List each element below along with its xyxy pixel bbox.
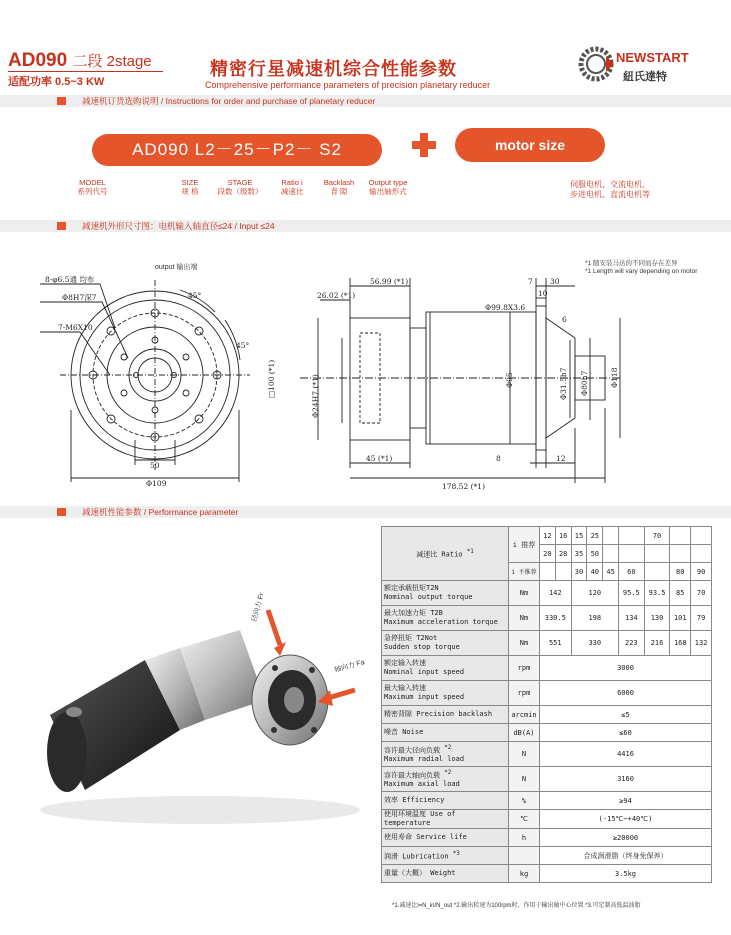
row-name-en: Nominal input speed [384, 668, 465, 676]
ratio-cell [618, 545, 644, 563]
row-value: 101 [670, 606, 691, 631]
radial-force-label: 径向力 Fr [251, 592, 266, 623]
row-value: ≥20000 [540, 829, 712, 847]
dim-d15: 8 [496, 454, 501, 463]
ratio-cell: 35 [571, 545, 587, 563]
row-value: 3.5kg [540, 865, 712, 883]
label-size-cn: 规 格 [181, 187, 199, 196]
dim-angle1: 45° [188, 291, 202, 300]
row-unit: Nm [509, 631, 540, 656]
ratio-cell [555, 563, 571, 581]
label-ratio-cn: 减速比 [280, 187, 304, 196]
label-model-cn: 系列代号 [77, 187, 108, 196]
row-value: (-15℃~+40℃) [540, 810, 712, 829]
ratio-header [382, 527, 509, 581]
ratio-cell: 70 [644, 527, 670, 545]
row-unit: rpm [509, 656, 540, 681]
table-row [382, 767, 712, 792]
ratio-cell: 50 [587, 545, 603, 563]
row-unit: dB(A) [509, 724, 540, 742]
section-marker-icon [57, 508, 66, 516]
row-unit: N [509, 742, 540, 767]
ratio-cell [540, 563, 556, 581]
dim-outer: Φ109 [146, 479, 167, 488]
row-name-cn: 润滑 Lubrication [384, 852, 449, 861]
drawing-note-en: *1 Length will vary depending on motor [585, 268, 698, 275]
i-std-label: i 推荐 [509, 527, 540, 563]
row-name [382, 847, 509, 865]
table-row [382, 829, 712, 847]
brand-stage: 二段 2stage [72, 53, 152, 70]
dim-d16: 12 [556, 454, 566, 463]
table-row [382, 581, 712, 606]
ratio-cell: 30 [571, 563, 587, 581]
ratio-cell [603, 545, 619, 563]
row-name-cn: 额定承载扭矩T2N [384, 584, 439, 592]
company-logo [578, 44, 698, 88]
row-value: 95.5 [618, 581, 644, 606]
label-stage-cn: 段数（级数） [217, 187, 263, 196]
label-stage-en: STAGE [227, 178, 253, 187]
row-value: 4416 [540, 742, 712, 767]
ratio-cell: 25 [587, 527, 603, 545]
dim-d5: 10 [538, 289, 548, 298]
label-ratio [272, 178, 312, 196]
ratio-cell [644, 545, 670, 563]
ratio-cell [691, 527, 712, 545]
table-row [382, 681, 712, 706]
row-unit [509, 847, 540, 865]
table-footnote: *1.减速比i=N_in/N_out *2.输出转速为100rpm时，作用于输出轴中心位置 *3.可定制高低温油脂 [392, 903, 641, 909]
order-code: AD090 L2－25－P2－ S2 [92, 134, 382, 166]
dim-tap: 7-M6X10 [58, 323, 93, 332]
ratio-cell: 28 [555, 545, 571, 563]
dim-d9: Φ24H7 (*1) [311, 374, 320, 418]
label-backlash-cn: 背 隙 [330, 187, 348, 196]
motor-types-line2: 步进电机、直流电机等 [570, 190, 650, 199]
row-name: 噪音 Noise [382, 724, 509, 742]
brand-title [8, 50, 152, 72]
dim-width: 50 [150, 461, 160, 470]
table-row [382, 656, 712, 681]
row-name-en: Maximum radial load [384, 755, 465, 764]
section-marker-icon [57, 97, 66, 105]
label-ratio-en: Ratio i [281, 178, 303, 187]
dim-d6: Φ99.8X3.6 [485, 303, 526, 312]
logo-name: NEWSTART [616, 50, 689, 65]
brand-underline [8, 71, 163, 72]
section-dimensions-title: 减速机外形尺寸图：电机输入轴直径≤24 / Input ≤24 [82, 221, 275, 231]
row-unit: kg [509, 865, 540, 883]
label-size-en: SIZE [181, 178, 199, 187]
section-performance-header [0, 506, 731, 518]
row-name-cn: 最大加速力矩 T2B [384, 609, 443, 617]
row-value: 3160 [540, 767, 712, 792]
power-range: 适配功率 0.5~3 KW [8, 76, 105, 88]
row-value: 551 [540, 631, 572, 656]
row-name-en: Maximum acceleration torque [384, 618, 498, 626]
performance-table [381, 526, 712, 883]
row-name: 精密背隙 Precision backlash [382, 706, 509, 724]
section-marker-icon [57, 222, 66, 230]
row-name [382, 656, 509, 681]
dim-holes: 8-φ6.5通 均布 [45, 275, 95, 284]
row-name-en: Sudden stop torque [384, 643, 460, 651]
side-view-drawing [267, 277, 660, 493]
row-unit: N [509, 767, 540, 792]
row-unit: arcmin [509, 706, 540, 724]
label-output-type-en: Output type [368, 178, 408, 187]
motor-types [555, 180, 665, 200]
label-stage [215, 178, 265, 196]
row-name-cn: 最大输入转速 [384, 684, 426, 692]
table-row [382, 792, 712, 810]
table-row [382, 631, 712, 656]
row-value: ≤5 [540, 706, 712, 724]
row-name [382, 581, 509, 606]
dim-d3: 7 [528, 277, 533, 286]
dim-d14: 45 (*1) [366, 454, 393, 463]
row-name-cn: 容许最大轴向负载 [384, 771, 440, 780]
ratio-cell [603, 527, 619, 545]
row-value: 79 [691, 606, 712, 631]
row-value: 168 [670, 631, 691, 656]
section-performance-title: 减速机性能参数 / Performance parameter [82, 507, 239, 517]
row-value: 85 [670, 581, 691, 606]
ratio-cell [691, 545, 712, 563]
axial-force-label: 轴向力 Fa [333, 659, 366, 674]
table-row [382, 865, 712, 883]
row-value: 70 [691, 581, 712, 606]
row-name: 使用寿命 Service life [382, 829, 509, 847]
row-value: 93.5 [644, 581, 670, 606]
row-name: 效率 Efficiency [382, 792, 509, 810]
row-value: 合成润滑脂（终身免保养） [540, 847, 712, 865]
section-order-header [0, 95, 731, 107]
row-note: *3 [452, 850, 460, 857]
row-value: ≤60 [540, 724, 712, 742]
row-name [382, 681, 509, 706]
row-value: 330 [571, 631, 618, 656]
row-note: *2 [444, 769, 452, 776]
ratio-cell: 80 [670, 563, 691, 581]
row-unit: h [509, 829, 540, 847]
table-row [382, 724, 712, 742]
table-row [382, 742, 712, 767]
dim-d10: Φ95 [505, 372, 514, 388]
ratio-cell [670, 527, 691, 545]
label-model-en: MODEL [79, 178, 106, 187]
row-name-en: Nominal output torque [384, 593, 473, 601]
label-backlash-en: Backlash [323, 178, 355, 187]
page-subtitle: Comprehensive performance parameters of precision planetary reducer [205, 80, 491, 90]
row-value: 3000 [540, 656, 712, 681]
plus-icon [412, 133, 436, 157]
row-name-cn: 急停扭矩 T2Not [384, 634, 438, 642]
dim-d7: 6 [562, 315, 567, 324]
row-value: 142 [540, 581, 572, 606]
ratio-cell: 90 [691, 563, 712, 581]
ratio-cell [618, 527, 644, 545]
row-note: *2 [444, 744, 452, 751]
row-unit: Nm [509, 606, 540, 631]
page-title: 精密行星减速机综合性能参数 [210, 59, 457, 80]
dim-d13: Φ118 [610, 367, 619, 388]
label-output-type-cn: 输出轴形式 [369, 187, 407, 196]
row-value: 330.5 [540, 606, 572, 631]
dim-d2: 56.99 (*1) [370, 277, 409, 286]
row-name [382, 631, 509, 656]
ratio-cell: 40 [587, 563, 603, 581]
ratio-cell: 12 [540, 527, 556, 545]
row-name-cn: 额定输入转速 [384, 659, 426, 667]
ratio-cell: 16 [555, 527, 571, 545]
brand-model: AD090 [8, 50, 68, 71]
row-name [382, 742, 509, 767]
row-value: 134 [618, 606, 644, 631]
row-value: 223 [618, 631, 644, 656]
ratio-cell: 20 [540, 545, 556, 563]
row-value: 6000 [540, 681, 712, 706]
label-model [70, 178, 115, 196]
row-value: 132 [691, 631, 712, 656]
i-nonstd-label: i 不推荐 [509, 563, 540, 581]
output-end-label: output 输出端 [155, 264, 198, 271]
drawing-note-cn: *1 随安装马达的不同而存在差异 [585, 260, 678, 267]
ratio-cell [670, 545, 691, 563]
row-name: 使用环境温度 Use of temperature [382, 810, 509, 829]
ratio-label: 减速比 Ratio [416, 550, 463, 559]
label-output-type [362, 178, 414, 196]
label-backlash [318, 178, 360, 196]
row-value: 120 [571, 581, 618, 606]
dim-d17: 178.52 (*1) [442, 482, 486, 491]
row-unit: % [509, 792, 540, 810]
row-name-en: Maximum axial load [384, 780, 460, 789]
row-name [382, 606, 509, 631]
dim-angle2: 45° [236, 341, 250, 350]
product-photo [30, 590, 370, 830]
motor-types-line1: 伺服电机、交流电机、 [570, 180, 650, 189]
dim-d11: Φ31.5h7 [559, 367, 568, 400]
row-unit: ℃ [509, 810, 540, 829]
gear-logo-icon [578, 44, 614, 84]
motor-size-pill: motor size [455, 128, 605, 162]
row-value: 216 [644, 631, 670, 656]
table-row [382, 810, 712, 829]
row-value: 198 [571, 606, 618, 631]
front-view-drawing [40, 270, 270, 495]
row-name-en: Maximum input speed [384, 693, 465, 701]
table-row [382, 606, 712, 631]
label-size [170, 178, 210, 196]
logo-cn-name: 紐氏達特 [623, 70, 667, 83]
row-name-cn: 容许最大径向负载 [384, 746, 440, 755]
row-value: ≥94 [540, 792, 712, 810]
ratio-cell [644, 563, 670, 581]
section-order-title: 减速机订货选购说明 / Instructions for order and purchase of planetary reducer [82, 96, 376, 106]
dim-d8: □100 (*1) [267, 359, 276, 398]
row-name: 重量（大概） Weight [382, 865, 509, 883]
dim-d1: 26.02 (*1) [317, 291, 356, 300]
ratio-cell: 60 [618, 563, 644, 581]
row-unit: rpm [509, 681, 540, 706]
dim-d12: Φ80h7 [580, 370, 589, 396]
ratio-cell: 45 [603, 563, 619, 581]
table-row [382, 706, 712, 724]
dim-d4: 30 [550, 277, 560, 286]
row-value: 130 [644, 606, 670, 631]
dim-pcd: Φ8H7深7 [62, 293, 97, 302]
row-unit: Nm [509, 581, 540, 606]
ratio-cell: 15 [571, 527, 587, 545]
table-row [382, 847, 712, 865]
row-name [382, 767, 509, 792]
ratio-note: *1 [466, 548, 474, 555]
section-dimensions-header [0, 220, 731, 232]
